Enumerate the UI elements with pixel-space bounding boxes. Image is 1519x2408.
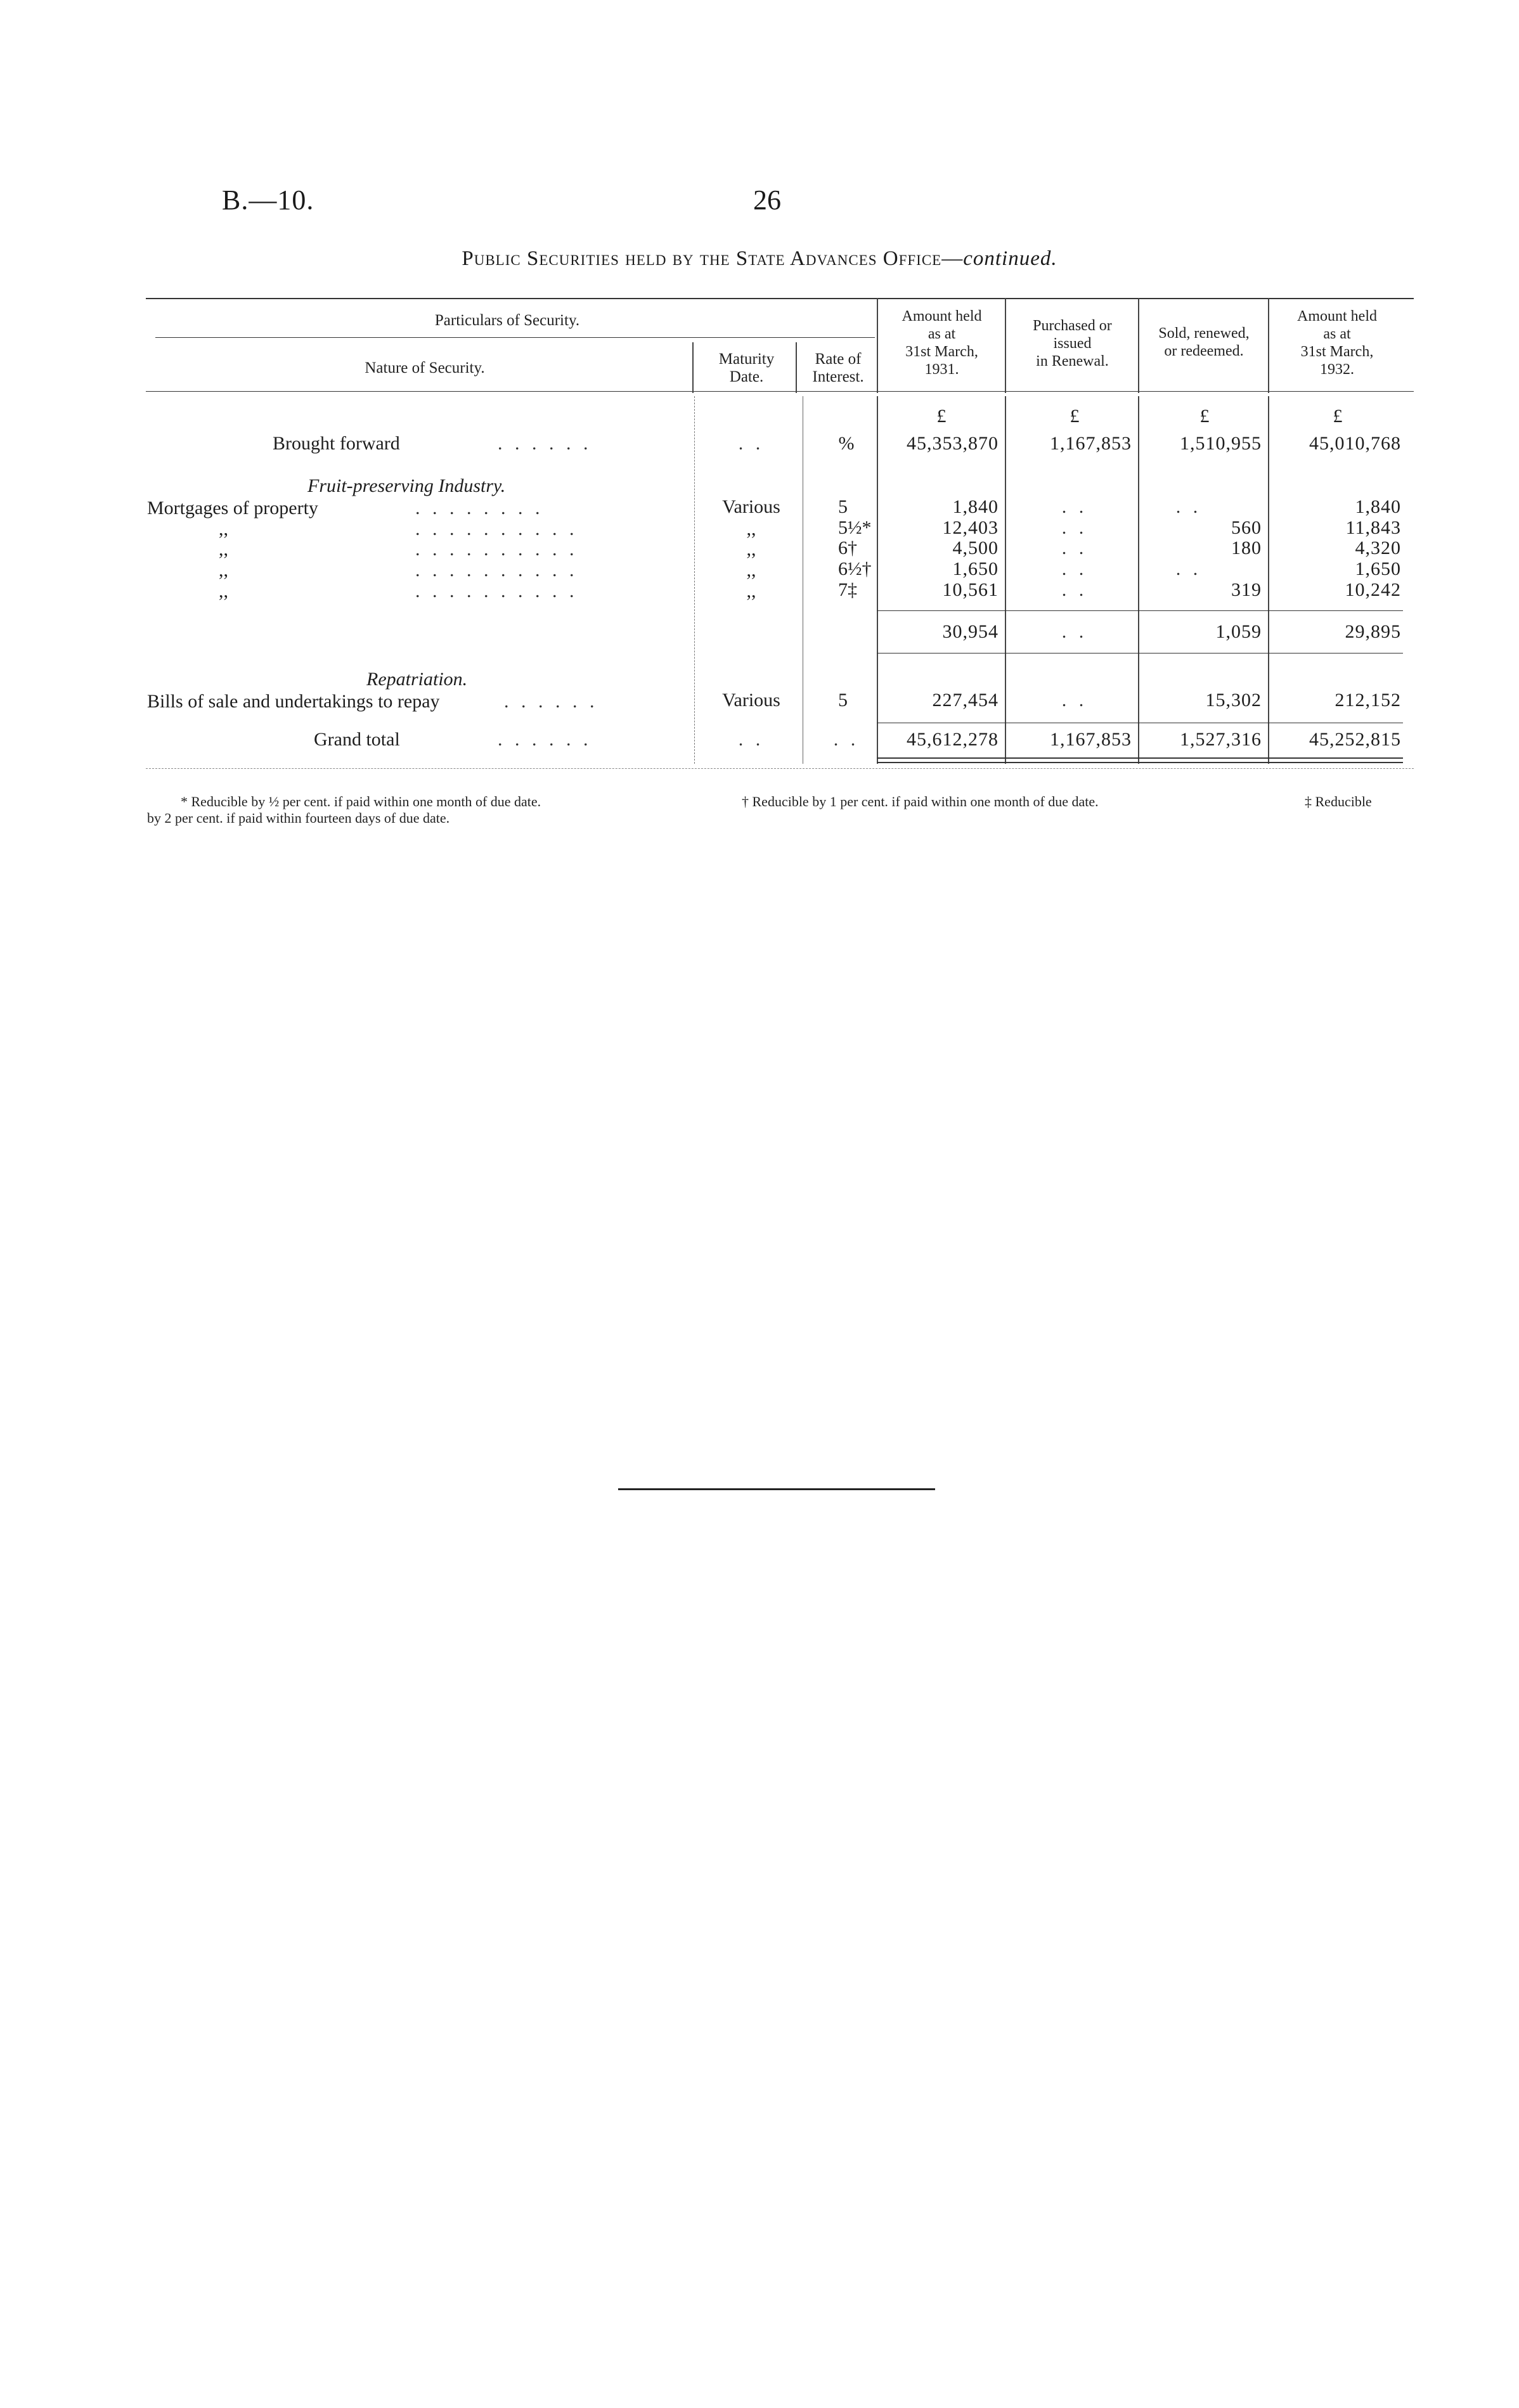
fruit-subtotal-sold: 1,059 — [1215, 621, 1262, 642]
section-heading-repatriation: Repatriation. — [366, 669, 468, 690]
header-maturity-line2: Date. — [729, 368, 764, 385]
header-held-1932-line1: Amount held — [1297, 308, 1377, 325]
grand-total-maturity: . . — [738, 729, 765, 750]
fruit-row-5-maturity: ,, — [746, 581, 756, 602]
fruit-row-3-rate: 6† — [838, 538, 857, 558]
grand-total-purchased: 1,167,853 — [1050, 729, 1132, 750]
title-main: Public Securities held by the State Advances Office— — [462, 247, 964, 270]
repatriation-sold: 15,302 — [1205, 690, 1262, 711]
brought-forward-held-1931: 45,353,870 — [907, 433, 999, 454]
page-number: 26 — [753, 184, 781, 216]
header-held-1931-line2: as at — [928, 326, 956, 342]
fruit-row-2-maturity: ,, — [746, 518, 756, 539]
fruit-row-4-sold: . . — [1175, 558, 1202, 579]
header-maturity — [697, 351, 796, 386]
fruit-row-3-held-1931: 4,500 — [952, 538, 999, 558]
header-purchased-line2: issued — [1053, 335, 1092, 352]
fruit-row-2-leader: . . . . . . . . . . — [415, 518, 578, 539]
fruit-row-4-purchased: . . — [1061, 558, 1088, 579]
footnote-ddagger-start: ‡ Reducible — [1305, 794, 1372, 809]
vrule-body-rate — [877, 396, 878, 764]
unit-pound-1931: £ — [936, 406, 947, 427]
grand-total-sold: 1,527,316 — [1180, 729, 1262, 750]
repatriation-held-1932: 212,152 — [1335, 690, 1401, 711]
fruit-row-4-rate: 6½† — [838, 558, 872, 579]
fruit-row-5-held-1932: 10,242 — [1345, 579, 1401, 600]
vrule-body-purch — [1138, 396, 1139, 764]
fruit-row-3-purchased: . . — [1061, 538, 1088, 558]
fruit-row-2-purchased: . . — [1061, 517, 1088, 538]
fruit-row-3-maturity: ,, — [746, 539, 756, 560]
end-rule — [618, 1488, 935, 1490]
brought-forward-purchased: 1,167,853 — [1050, 433, 1132, 454]
brought-forward-held-1932: 45,010,768 — [1309, 433, 1401, 454]
brought-forward-label: Brought forward — [273, 433, 400, 454]
grand-total-rate: . . — [833, 729, 860, 750]
fruit-row-5-purchased: . . — [1061, 579, 1088, 600]
header-held-1932-line2: as at — [1323, 326, 1351, 342]
fruit-row-3-held-1932: 4,320 — [1355, 538, 1401, 558]
footnote-ddagger-end: by 2 per cent. if paid within fourteen days of due date. — [147, 810, 450, 826]
title-continued: continued. — [963, 247, 1057, 270]
fruit-subtotal-purchased: . . — [1061, 621, 1088, 642]
fruit-row-2-held-1932: 11,843 — [1345, 517, 1401, 538]
header-particulars: Particulars of Security. — [434, 312, 580, 329]
vrule-body-1931 — [1005, 396, 1006, 764]
fruit-row-4-leader: . . . . . . . . . . — [415, 560, 578, 581]
fruit-row-1-purchased: . . — [1061, 496, 1088, 517]
fruit-subtotal-held-1931: 30,954 — [942, 621, 999, 642]
brought-forward-sold: 1,510,955 — [1180, 433, 1262, 454]
fruit-row-3-sold: 180 — [1231, 538, 1262, 558]
rule-total-bottom-2 — [877, 762, 1403, 763]
repatriation-purchased: . . — [1061, 690, 1088, 711]
vrule-body-nature — [694, 396, 695, 764]
vrule-sold-header — [1268, 298, 1269, 393]
header-held-1932-line3: 31st March, — [1300, 344, 1374, 360]
repatriation-held-1931: 227,454 — [932, 690, 999, 711]
vrule-purch-header — [1138, 298, 1139, 393]
fruit-row-1-maturity: Various — [722, 496, 780, 517]
header-held-1931-line3: 31st March, — [905, 344, 978, 360]
fruit-row-1-held-1931: 1,840 — [952, 496, 999, 517]
fruit-row-5-held-1931: 10,561 — [942, 579, 999, 600]
vrule-nature — [692, 342, 694, 393]
brought-forward-maturity: . . — [738, 433, 765, 454]
header-sold — [1141, 325, 1267, 360]
header-held-1931 — [880, 307, 1004, 378]
fruit-row-1-nature: Mortgages of property — [147, 498, 318, 518]
unit-pound-purchased: £ — [1070, 406, 1080, 427]
header-purchased-line3: in Renewal. — [1036, 353, 1109, 370]
header-purchased — [1008, 317, 1137, 370]
rule-subtotal-bottom — [877, 653, 1403, 654]
fruit-row-2-rate: 5½* — [838, 517, 872, 538]
header-rate-line1: Rate of — [815, 351, 862, 368]
footnote-dagger: † Reducible by 1 per cent. if paid within one month of due date. — [742, 794, 1099, 809]
header-held-1931-line4: 1931. — [924, 361, 959, 378]
rule-header-bottom — [146, 391, 1414, 392]
header-held-1932 — [1270, 307, 1404, 378]
header-sold-line1: Sold, renewed, — [1158, 325, 1250, 342]
repatriation-nature: Bills of sale and undertakings to repay — [147, 691, 440, 712]
fruit-row-4-held-1932: 1,650 — [1355, 558, 1401, 579]
fruit-row-2-sold: 560 — [1231, 517, 1262, 538]
rule-particulars — [155, 337, 875, 338]
header-maturity-line1: Maturity — [718, 351, 775, 368]
rule-total-bottom-1 — [877, 757, 1403, 759]
fruit-row-3-leader: . . . . . . . . . . — [415, 539, 578, 560]
vrule-maturity — [796, 342, 797, 393]
repatriation-rate: 5 — [838, 690, 848, 711]
table-title — [0, 247, 1519, 271]
fruit-row-3-nature: ,, — [219, 539, 228, 560]
rule-top — [146, 298, 1414, 299]
vrule-rate-header — [877, 298, 878, 393]
brought-forward-leader: . . . . . . — [498, 433, 592, 454]
fruit-row-4-held-1931: 1,650 — [952, 558, 999, 579]
unit-pound-1932: £ — [1333, 406, 1343, 427]
fruit-row-1-held-1932: 1,840 — [1355, 496, 1401, 517]
fruit-row-1-leader: . . . . . . . . — [415, 498, 544, 518]
fruit-row-5-nature: ,, — [219, 581, 228, 602]
fruit-row-4-nature: ,, — [219, 560, 228, 581]
grand-total-held-1931: 45,612,278 — [907, 729, 999, 750]
vrule-body-sold — [1268, 396, 1269, 764]
rule-table-bottom — [146, 768, 1414, 769]
brought-forward-rate: % — [838, 433, 855, 454]
rule-subtotal-top — [877, 610, 1403, 611]
fruit-subtotal-held-1932: 29,895 — [1345, 621, 1401, 642]
header-held-1931-line1: Amount held — [902, 308, 982, 325]
header-sold-line2: or redeemed. — [1164, 343, 1244, 359]
fruit-row-4-maturity: ,, — [746, 560, 756, 581]
header-purchased-line1: Purchased or — [1033, 318, 1112, 334]
fruit-row-5-leader: . . . . . . . . . . — [415, 581, 578, 602]
header-held-1932-line4: 1932. — [1320, 361, 1354, 378]
grand-total-held-1932: 45,252,815 — [1309, 729, 1401, 750]
unit-pound-sold: £ — [1199, 406, 1210, 427]
section-heading-fruit: Fruit-preserving Industry. — [307, 475, 506, 496]
fruit-row-5-sold: 319 — [1231, 579, 1262, 600]
grand-total-label: Grand total — [314, 729, 400, 750]
header-rate — [800, 351, 876, 386]
vrule-1931-header — [1005, 298, 1006, 393]
document-reference: B.—10. — [222, 184, 314, 216]
repatriation-leader: . . . . . . — [504, 691, 598, 712]
fruit-row-2-held-1931: 12,403 — [942, 517, 999, 538]
fruit-row-1-sold: . . — [1175, 496, 1202, 517]
grand-total-leader: . . . . . . — [498, 729, 592, 750]
footnote-star: * Reducible by ½ per cent. if paid within one month of due date. — [181, 794, 541, 809]
fruit-row-2-nature: ,, — [219, 518, 228, 539]
header-nature: Nature of Security. — [365, 359, 485, 377]
header-rate-line2: Interest. — [812, 368, 864, 385]
repatriation-maturity: Various — [722, 690, 780, 711]
fruit-row-1-rate: 5 — [838, 496, 848, 517]
fruit-row-5-rate: 7‡ — [838, 579, 857, 600]
